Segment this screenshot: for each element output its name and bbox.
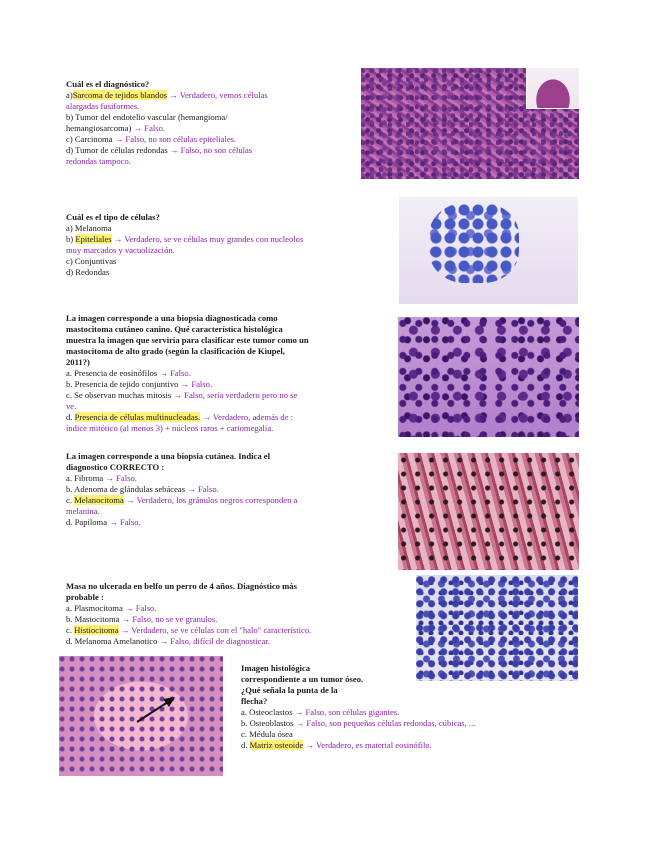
question-4-title-l2: diagnostico CORRECTO : (66, 462, 165, 472)
q4-option-d: d. Papiloma → Falso. (66, 517, 141, 527)
q6-option-d: d. Matriz osteoide → Verdadero, es material eosinófilo. (241, 740, 432, 750)
q4-option-a: a. Fibroma → Falso. (66, 473, 137, 483)
q3-mastocytoma-image (398, 317, 579, 437)
q2-option-b-cont: muy marcados y vacuolización. (66, 245, 175, 255)
q4-option-c-cont: melanina. (66, 506, 100, 516)
question-3-title-l4: mastocitoma de alto grado (según la clasificación de Kiupel, (66, 346, 285, 356)
question-5 (66, 581, 396, 647)
question-6 (241, 663, 571, 751)
q2-cytology-image (399, 197, 578, 304)
q1-option-b-l1: b) Tumor del endotelio vascular (hemangioma/ (66, 112, 228, 122)
q5-option-c-highlight: Histiocitoma (74, 625, 119, 635)
question-5-title-l2: probable : (66, 592, 104, 602)
q5-option-b: b. Mastocitoma → Falso, no se ve granulos. (66, 614, 218, 624)
question-4-title-l1: La imagen corresponde a una biopsia cutánea. Indica el (66, 451, 270, 461)
q3-option-d: d. Presencia de células multinucleadas. → Verdadero, además de : (66, 412, 294, 422)
q1-option-a-highlight: Sarcoma de tejidos blandos (72, 90, 167, 100)
q1-histology-image (361, 68, 579, 179)
question-1 (66, 79, 366, 167)
q6-option-c: c. Médula ósea (241, 729, 293, 739)
q1-option-d: d) Tumor de células redondas → Falso, no son células (66, 145, 253, 155)
q5-option-c: c. Histiocitoma → Verdadero, se ve células con el "halo" característico. (66, 625, 312, 635)
q3-option-c: c. Se observan muchas mitosis → Falso, sería verdadero pero no se (66, 390, 298, 400)
q3-option-d-highlight: Presencia de células multinucleadas. (74, 412, 201, 422)
q3-option-d-cont: índice mitótico (al menos 3) + núcleos raros + cariomegalia. (66, 423, 274, 433)
q1-inset-image (526, 68, 579, 109)
q2-option-c: c) Conjuntivas (66, 256, 117, 266)
q1-option-b-l2: hemangiosarcoma) → Falso. (66, 123, 166, 133)
question-6-title-l4: flecha? (241, 696, 268, 706)
question-3 (66, 313, 396, 434)
question-3-title-l1: La imagen corresponde a una biopsia diagnosticada como (66, 313, 278, 323)
q4-option-b: b. Adenoma de glándulas sebáceas → Falso. (66, 484, 219, 494)
q5-option-d: d. Melanoma Amelanotico → Falso, difícil de diagnosticar. (66, 636, 270, 646)
q2-option-b-highlight: Epiteliales (75, 234, 112, 244)
q2-cell-cluster (429, 203, 519, 283)
question-3-title-l2: mastocitoma cutáneo canino. Qué característica histológica (66, 324, 283, 334)
q2-option-a: a) Melanoma (66, 223, 112, 233)
question-1-title: Cuál es el diagnóstico? (66, 79, 150, 89)
q3-option-a: a. Presencia de eosinófilos → Falso. (66, 368, 191, 378)
question-2-title: Cuál es el tipo de células? (66, 212, 160, 222)
q4-option-c: c. Melanocitoma → Verdadero, los gránulos negros corresponden a (66, 495, 298, 505)
q6-option-d-highlight: Matriz osteoide (249, 740, 304, 750)
question-6-title-l2: correspondiente a un tumor óseo. (241, 674, 364, 684)
arrow-icon (59, 656, 223, 776)
q6-option-a: a. Osteoclastos → Falso, son células gigantes. (241, 707, 400, 717)
question-3-title-l3: muestra la imagen que serviría para clasificar este tumor como un (66, 335, 309, 345)
q6-option-b: b. Osteoblastos → Falso, son pequeñas células redondas, cúbicas, ... (241, 718, 476, 728)
q2-option-d: d) Redondas (66, 267, 110, 277)
q3-option-c-cont: ve. (66, 401, 77, 411)
question-3-title-l5: 2011?) (66, 357, 90, 367)
q1-option-a-cont: alargadas fusiformes. (66, 101, 140, 111)
question-6-title-l3: ¿Qué señala la punta de la (241, 685, 338, 695)
q3-option-b: b. Presencia de tejido conjuntivo → Falso. (66, 379, 213, 389)
question-4 (66, 451, 396, 528)
question-5-title-l1: Masa no ulcerada en belfo un perro de 4 años. Diagnóstico más (66, 581, 297, 591)
q4-skin-biopsy-image (398, 453, 579, 570)
q1-option-a: a)Sarcoma de tejidos blandos → Verdadero, vemos células (66, 90, 268, 100)
q1-option-d-cont: redondas tampoco. (66, 156, 131, 166)
q4-option-c-highlight: Melanocitoma (74, 495, 124, 505)
q1-option-c: c) Carcinoma → Falso, no son células epiteliales. (66, 134, 237, 144)
question-6-title-l1: Imagen histológica (241, 663, 310, 673)
q5-option-a: a. Plasmocitoma → Falso. (66, 603, 157, 613)
q2-option-b: b) Epiteliales → Verdadero, se ve células muy grandes con nucleolos (66, 234, 304, 244)
question-2 (66, 212, 396, 278)
q6-bone-histology-image (59, 656, 223, 776)
